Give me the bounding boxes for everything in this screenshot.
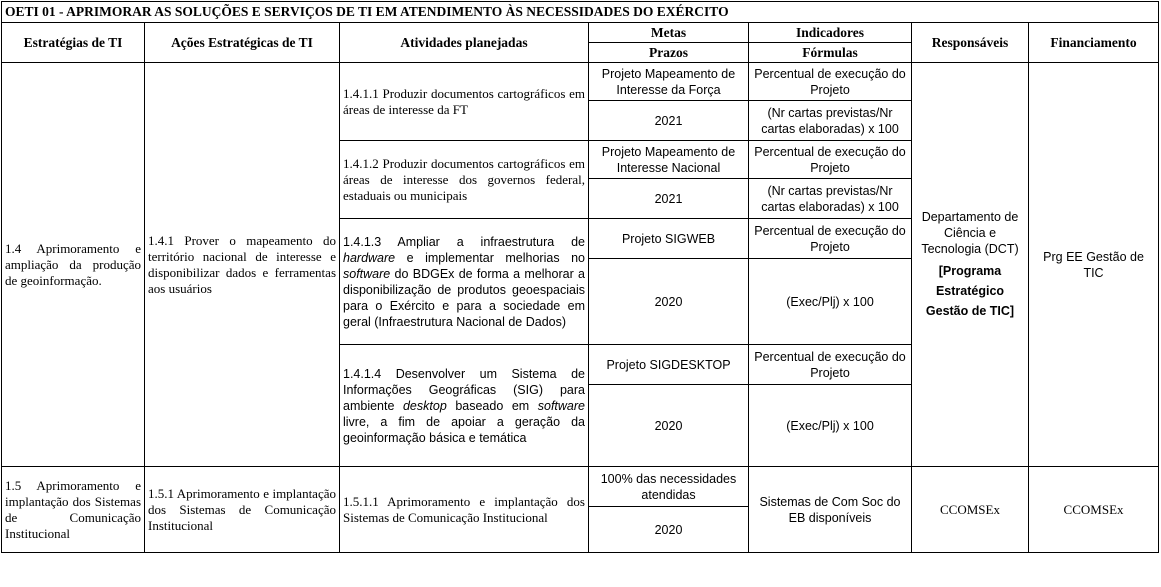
atividade-1-4-1-4-text-a: 1.4.1.4 Desenvolver um Sistema de Informações Geográficas (SIG) para ambiente bbox=[343, 366, 585, 413]
formula-1-4-1-1: (Nr cartas previstas/Nr cartas elaboradas) x 100 bbox=[749, 101, 912, 141]
meta-1-4-1-4: Projeto SIGDESKTOP bbox=[589, 345, 749, 385]
atividade-1-4-1-3-text-b: hardware bbox=[343, 250, 396, 265]
atividade-1-4-1-4 bbox=[340, 345, 589, 467]
atividade-1-4-1-1: 1.4.1.1 Produzir documentos cartográficos em áreas de interesse da FT bbox=[340, 63, 589, 141]
prazo-1-5-1-1: 2020 bbox=[589, 507, 749, 553]
indicador-1-4-1-4: Percentual de execução do Projeto bbox=[749, 345, 912, 385]
atividade-1-4-1-3-text-e: do BDGEx de forma a melhorar a disponibilização de produtos geoespaciais para o Exército e para a sociedade em geral (Infraestrutura Nacional de Dados) bbox=[343, 266, 585, 329]
atividade-1-4-1-3-text-a: 1.4.1.3 Ampliar a infraestrutura de bbox=[343, 234, 585, 249]
strategy-table bbox=[1, 1, 1159, 553]
responsavel-name: Departamento de Ciência e Tecnologia (DCT) bbox=[921, 209, 1019, 256]
acao-1-4-1: 1.4.1 Prover o mapeamento do território nacional de interesse e disponibilizar dados e ferramentas aos usuários bbox=[145, 63, 340, 467]
financiamento-1-4: Prg EE Gestão de TIC bbox=[1029, 63, 1159, 467]
indicador-1-5-1-1: Sistemas de Com Soc do EB disponíveis bbox=[749, 467, 912, 553]
atividade-1-4-1-4-text-d: software bbox=[537, 398, 585, 413]
header-acoes: Ações Estratégicas de TI bbox=[145, 23, 340, 63]
atividade-1-4-1-4-text-b: desktop bbox=[402, 398, 447, 413]
indicador-1-4-1-2: Percentual de execução do Projeto bbox=[749, 141, 912, 179]
header-atividades: Atividades planejadas bbox=[340, 23, 589, 63]
atividade-1-4-1-4-text-e: livre, a fim de apoiar a geração da geoinformação básica e temática bbox=[343, 414, 585, 445]
formula-1-4-1-2: (Nr cartas previstas/Nr cartas elaboradas) x 100 bbox=[749, 179, 912, 219]
estrategia-1-4: 1.4 Aprimoramento e ampliação da produção de geoinformação. bbox=[2, 63, 145, 467]
prazo-1-4-1-1: 2021 bbox=[589, 101, 749, 141]
header-financiamento: Financiamento bbox=[1029, 23, 1159, 63]
atividade-1-4-1-3-text-d: software bbox=[343, 266, 391, 281]
meta-1-4-1-3: Projeto SIGWEB bbox=[589, 219, 749, 259]
responsavel-dct bbox=[912, 63, 1029, 467]
header-formulas: Fórmulas bbox=[749, 43, 912, 63]
header-metas: Metas bbox=[589, 23, 749, 43]
responsavel-programa: [Programa Estratégico Gestão de TIC] bbox=[925, 263, 1015, 318]
meta-1-4-1-1: Projeto Mapeamento de Interesse da Força bbox=[589, 63, 749, 101]
header-prazos: Prazos bbox=[589, 43, 749, 63]
table-title: OETI 01 - APRIMORAR AS SOLUÇÕES E SERVIÇOS DE TI EM ATENDIMENTO ÀS NECESSIDADES DO EXÉRCITO bbox=[2, 2, 1159, 23]
indicador-1-4-1-1: Percentual de execução do Projeto bbox=[749, 63, 912, 101]
header-responsaveis: Responsáveis bbox=[912, 23, 1029, 63]
formula-1-4-1-3: (Exec/Plj) x 100 bbox=[749, 259, 912, 345]
formula-1-4-1-4: (Exec/Plj) x 100 bbox=[749, 385, 912, 467]
indicador-1-4-1-3: Percentual de execução do Projeto bbox=[749, 219, 912, 259]
atividade-1-4-1-3 bbox=[340, 219, 589, 345]
acao-1-5-1: 1.5.1 Aprimoramento e implantação dos Sistemas de Comunicação Institucional bbox=[145, 467, 340, 553]
prazo-1-4-1-2: 2021 bbox=[589, 179, 749, 219]
atividade-1-4-1-3-text-c: e implementar melhorias no bbox=[395, 250, 585, 265]
meta-1-4-1-2: Projeto Mapeamento de Interesse Nacional bbox=[589, 141, 749, 179]
atividade-1-5-1-1: 1.5.1.1 Aprimoramento e implantação dos Sistemas de Comunicação Institucional bbox=[340, 467, 589, 553]
header-indicadores: Indicadores bbox=[749, 23, 912, 43]
prazo-1-4-1-3: 2020 bbox=[589, 259, 749, 345]
estrategia-1-5: 1.5 Aprimoramento e implantação dos Sistemas de Comunicação Institucional bbox=[2, 467, 145, 553]
atividade-1-4-1-4-text-c: baseado em bbox=[446, 398, 538, 413]
prazo-1-4-1-4: 2020 bbox=[589, 385, 749, 467]
responsavel-ccomsex: CCOMSEx bbox=[912, 467, 1029, 553]
header-estrategias: Estratégias de TI bbox=[2, 23, 145, 63]
financiamento-1-5: CCOMSEx bbox=[1029, 467, 1159, 553]
atividade-1-4-1-2: 1.4.1.2 Produzir documentos cartográficos em áreas de interesse dos governos federal, estaduais ou municipais bbox=[340, 141, 589, 219]
meta-1-5-1-1: 100% das necessidades atendidas bbox=[589, 467, 749, 507]
